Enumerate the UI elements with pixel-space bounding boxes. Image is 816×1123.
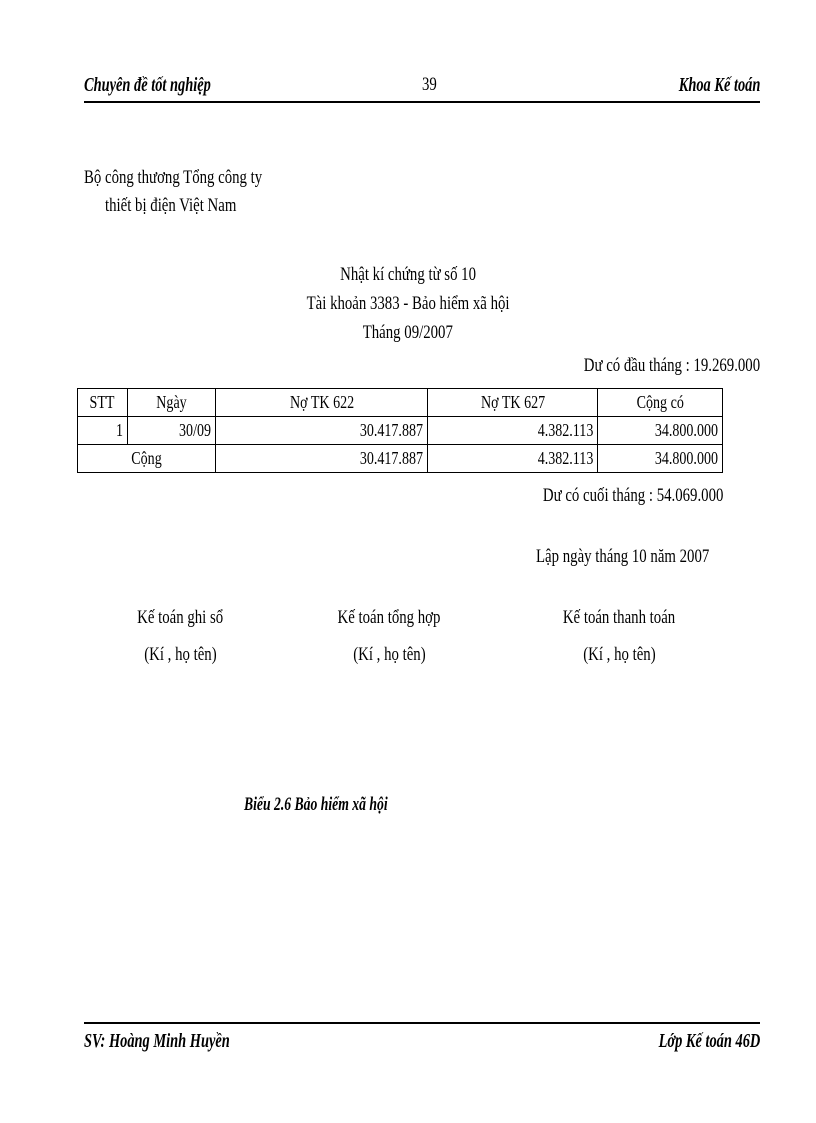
column-header: Ngày	[127, 389, 215, 417]
signature-role: Kế toán ghi sổ	[136, 607, 224, 628]
opening-balance: Dư có đầu tháng : 19.269.000	[583, 355, 760, 376]
signature-role: Kế toán tổng hợp	[337, 607, 441, 628]
signature-note: (Kí , họ tên)	[582, 644, 656, 665]
organization-line-2: thiết bị điện Việt Nam	[105, 195, 237, 216]
table-cell: 30.417.887	[215, 445, 428, 473]
signature-role: Kế toán thanh toán	[562, 607, 676, 628]
table-cell: 4.382.113	[428, 445, 598, 473]
header-department: Khoa Kế toán	[678, 74, 760, 96]
table-cell: 4.382.113	[428, 417, 598, 445]
column-header: Cộng có	[598, 389, 723, 417]
table-cell: 30/09	[127, 417, 215, 445]
table-total-row	[78, 445, 723, 473]
table-row	[78, 417, 723, 445]
footer-class: Lớp Kế toán 46D	[658, 1030, 760, 1052]
footer-student: SV: Hoàng Minh Huyền	[84, 1030, 230, 1052]
column-header: Nợ TK 627	[428, 389, 598, 417]
date-line: Lập ngày tháng 10 năm 2007	[536, 546, 710, 567]
footer-divider	[84, 1022, 760, 1024]
ledger-table	[77, 388, 723, 473]
signature-note: (Kí , họ tên)	[352, 644, 426, 665]
table-cell: 34.800.000	[598, 417, 723, 445]
figure-caption: Biểu 2.6 Bảo hiểm xã hội	[244, 794, 388, 815]
period-title: Tháng 09/2007	[362, 322, 454, 343]
header-topic: Chuyên đề tốt nghiệp	[84, 74, 211, 96]
table-cell: 30.417.887	[215, 417, 428, 445]
closing-balance: Dư có cuối tháng : 54.069.000	[542, 485, 723, 506]
signature-note: (Kí , họ tên)	[143, 644, 217, 665]
page-header	[84, 74, 760, 102]
header-divider	[84, 101, 760, 103]
column-header: Nợ TK 622	[215, 389, 428, 417]
table-cell: 34.800.000	[598, 445, 723, 473]
table-header-row	[78, 389, 723, 417]
page-number: 39	[422, 74, 437, 95]
organization-line-1: Bộ công thương Tổng công ty	[84, 167, 263, 188]
account-title: Tài khoản 3383 - Bảo hiểm xã hội	[306, 293, 510, 314]
document-title: Nhật kí chứng từ số 10	[340, 264, 476, 285]
table-cell: 1	[78, 417, 128, 445]
total-label: Cộng	[78, 445, 216, 473]
column-header: STT	[78, 389, 128, 417]
